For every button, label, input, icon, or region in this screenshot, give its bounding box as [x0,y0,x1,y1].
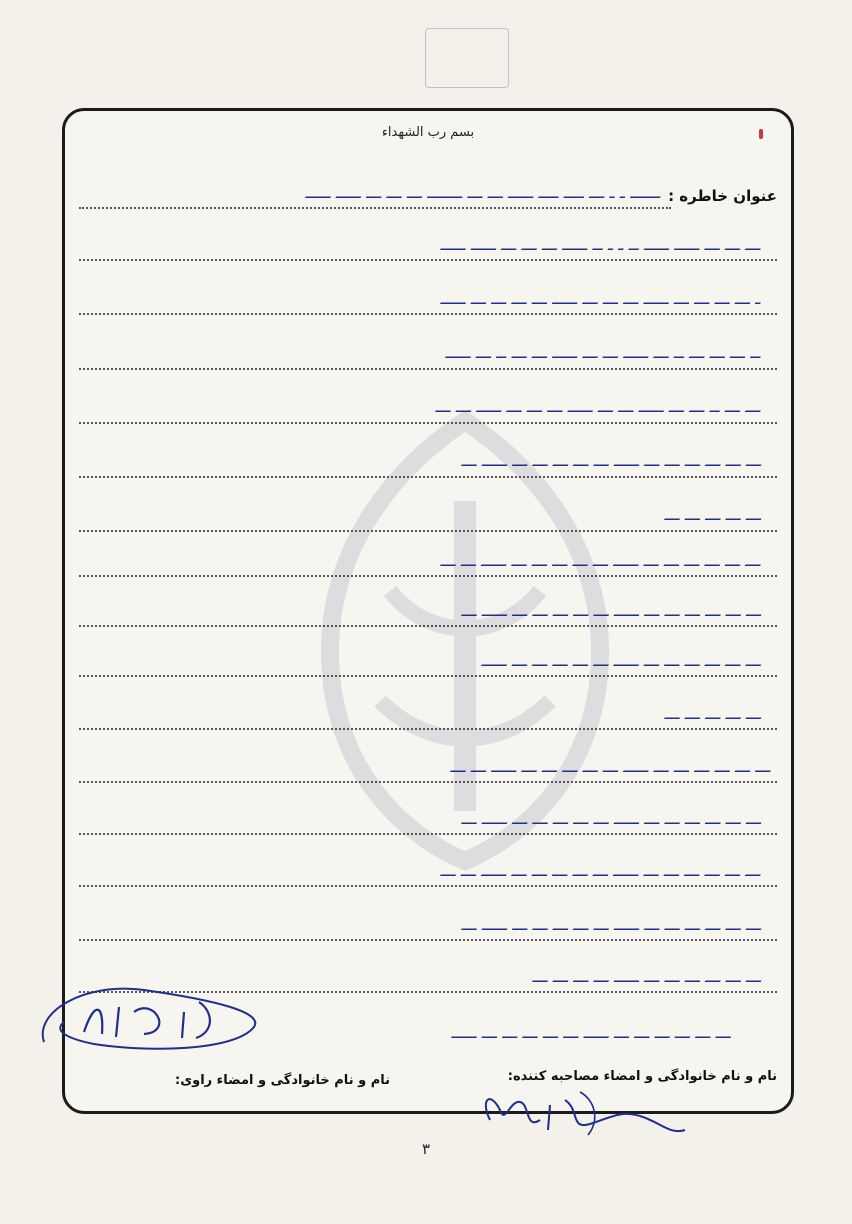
handwritten-line: ـــ ـــ ـــ ـــ ـــ ـــ ـــــ ـــ ـــ ـــ ـــ ـــ ـــــ ـــ ـــ [439,861,763,881]
handwritten-line: ـــ ـــ ـــ ـــ ـــ ـــ ـــــ ـــ ـــ ـــ ـــ ـــ ـــــ ـــ ـــ [439,551,763,571]
handwritten-line: ـــ ـــ ـــ ـــ ـــ [663,505,763,525]
handwritten-line: ـــ ـــ ـــ ـــــ ـــــ ــ ـ ـ ــ ـــــ ـــ ـــ ـــ ـــــ ـــــ [439,235,763,255]
page-number: ۳ [421,1140,431,1158]
handwritten-line: ـــ ـــ ـــ ـــ ـــ ـــ ـــــ ـــ ـــ ـــ ـــ ـــ ـــــ [450,1023,733,1043]
ruled-line [79,625,777,627]
ruled-line [79,476,777,478]
narrator-signature-icon [24,972,274,1072]
handwritten-line: ـــ ـــ ـــ ـــ ـــ [663,704,763,724]
ruled-line [79,313,777,315]
ruled-line [79,575,777,577]
archive-stamp [425,28,509,88]
handwritten-line: ـــ ـــ ـــ ـــ ـــ ـــ ـــــ ـــ ـــ ـــ ـــ ـــ ـــــ ـــ [460,809,763,829]
handwritten-line: ـــ ـــ ـــ ـــ ـــ ـــ ـــــ ـــ ـــ ـــ ـــ [531,967,763,987]
interviewer-signature-label: نام و نام خانوادگی و امضاء مصاحبه کننده: [507,1069,777,1084]
ruled-line [79,422,777,424]
handwritten-line: ـــ ـــ ـــ ـــ ـــ ـــ ـــــ ـــ ـــ ـــ ـــ ـــ ـــــ ـــ [460,915,763,935]
ruled-line [79,675,777,677]
handwritten-line: ـــ ـــ ـــ ـــ ـــ ـــ ـــــ ـــ ـــ ـــ ـــ ـــ ـــــ [480,651,763,671]
handwritten-line: ـــ ـــ ــ ـــ ـــ ـــــ ـــ ـــ ـــــ ـــ ـــ ـــ ـــــ ـــ ـــ [434,397,763,417]
ruled-line [79,781,777,783]
ruled-line [79,259,777,261]
ruled-line [79,728,777,730]
ruled-line [79,207,671,209]
handwritten-line: ـــ ـــ ـــ ـــ ـــ ـــ ـــــ ـــ ـــ ـــ ـــ ـــ ـــــ ـــ [460,601,763,621]
handwritten-line: ــــــ ـ ـ ـــ ــــ ــــ ـــــ ـــ ـــ ـــــــ ـــ ـــ ـــ ـــــ ـــــ [305,183,663,203]
handwritten-line: ـــ ـــ ـــ ـــ ـــ ـــ ـــــ ـــ ـــ ـــ ـــ ـــ ـــــ ـــ [460,451,763,471]
handwritten-line: ــ ـــ ـــ ـــ ــ ـــ ـــــ ـــ ـــ ـــــ ـــ ـــ ــ ـــ ـــــ [444,343,763,363]
ruled-line [79,530,777,532]
watermark-emblem-icon [300,411,630,871]
handwritten-line: ـ ـــ ـــ ـــ ـــ ـــــ ـــ ـــ ـــ ـــــ ـــ ـــ ـــ ـــ ـــــ [439,289,763,309]
ruled-line [79,833,777,835]
memoir-form [62,108,794,1114]
narrator-signature-label: نام و نام خانوادگی و امضاء راوی: [175,1073,390,1088]
memoir-subject-label: عنوان خاطره : [668,187,777,205]
page-header-title: بسم رب الشهداء [381,125,475,140]
handwritten-line: ـــ ـــ ـــ ـــ ـــ ـــ ـــــ ـــ ـــ ـــ ـــ ـــ ـــــ ـــ ـــ [449,757,773,777]
ruled-line [79,939,777,941]
ruled-line [79,368,777,370]
ruled-line [79,885,777,887]
